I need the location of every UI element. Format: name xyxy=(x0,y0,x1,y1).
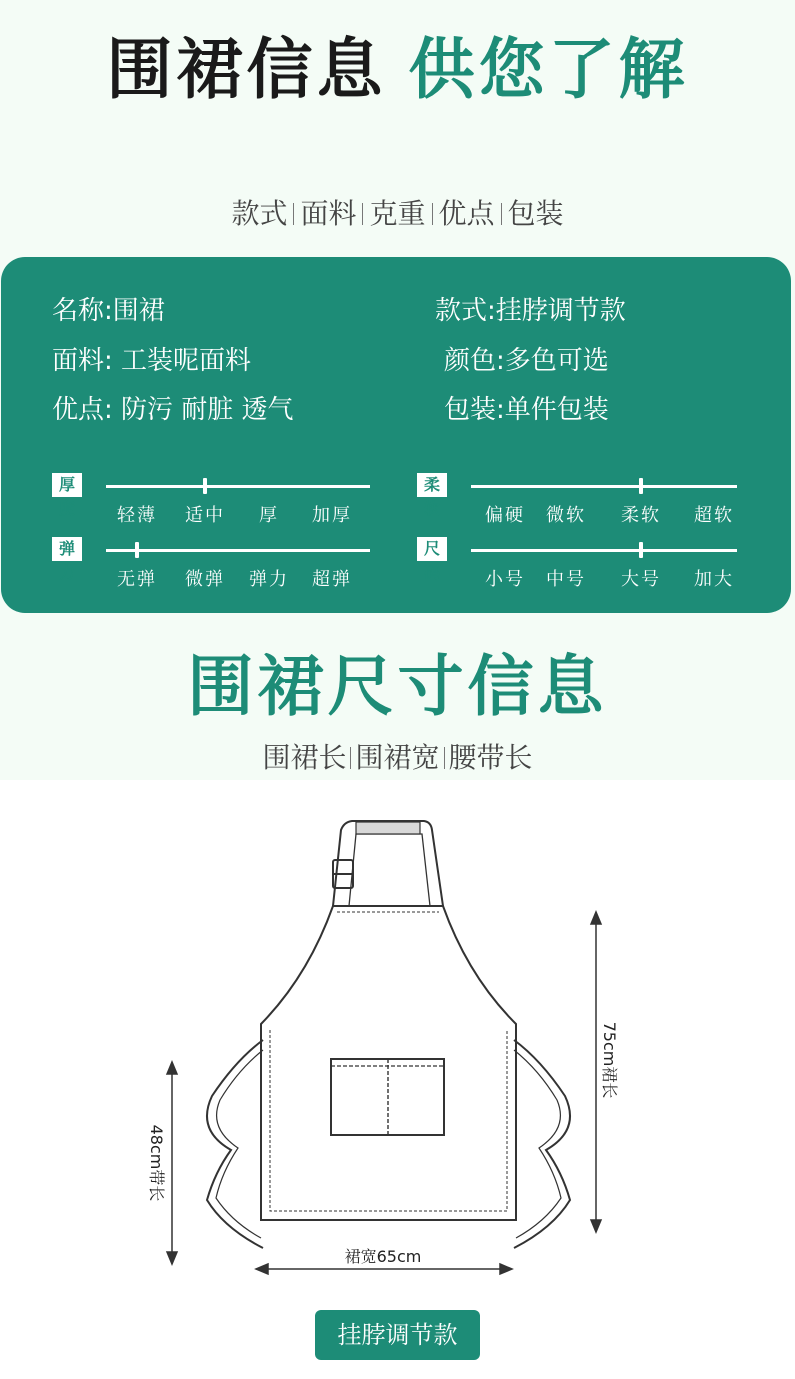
page-title-main: 围裙信息 xyxy=(106,31,387,108)
length-label: 75cm裙长 xyxy=(600,1021,619,1099)
info-advantage: 优点: 防污 耐脏 透气 xyxy=(52,395,294,425)
rating-marker xyxy=(135,542,139,558)
rating-track xyxy=(106,485,370,488)
info-package: 包装:单件包装 xyxy=(444,395,609,425)
rating-marker xyxy=(203,478,207,494)
info-panel xyxy=(1,257,791,613)
rating-option: 弹力 xyxy=(249,569,289,590)
rating-label: 厚度 xyxy=(52,473,82,497)
info-name: 名称:围裙 xyxy=(52,296,165,326)
style-button[interactable]: 挂脖调节款 xyxy=(315,1310,480,1360)
rating-option: 柔软 xyxy=(621,505,661,526)
info-categories xyxy=(0,194,795,234)
rating-option: 小号 xyxy=(485,569,525,590)
rating-track xyxy=(471,485,737,488)
rating-track xyxy=(106,549,370,552)
divider xyxy=(350,747,351,769)
rating-option: 偏硬 xyxy=(485,505,525,526)
rating-option: 大号 xyxy=(621,569,661,590)
category-length: 围裙长 xyxy=(262,741,347,774)
rating-label: 尺码 xyxy=(417,537,447,561)
rating-label: 柔软 xyxy=(417,473,447,497)
info-style: 款式:挂脖调节款 xyxy=(435,296,626,326)
belt-length-label: 48cm带长 xyxy=(147,1124,166,1202)
info-fabric: 面料: 工装呢面料 xyxy=(52,346,252,376)
category-style: 款式 xyxy=(231,197,288,230)
category-width: 围裙宽 xyxy=(355,741,440,774)
page-title xyxy=(0,28,795,112)
rating-label: 弹力 xyxy=(52,537,82,561)
category-weight: 克重 xyxy=(369,197,426,230)
category-package: 包装 xyxy=(507,197,564,230)
category-belt: 腰带长 xyxy=(448,741,533,774)
category-advantage: 优点 xyxy=(438,197,495,230)
rating-marker xyxy=(639,542,643,558)
rating-option: 加厚 xyxy=(312,505,352,526)
size-section-title: 围裙尺寸信息 xyxy=(187,648,608,725)
width-label: 裙宽65cm xyxy=(344,1247,422,1266)
divider xyxy=(501,203,502,225)
rating-option: 中号 xyxy=(546,569,586,590)
rating-track xyxy=(471,549,737,552)
apron-diagram xyxy=(0,790,795,1300)
rating-option: 轻薄 xyxy=(117,505,157,526)
divider xyxy=(293,203,294,225)
rating-option: 微软 xyxy=(546,505,586,526)
rating-option: 无弹 xyxy=(117,569,157,590)
divider xyxy=(362,203,363,225)
rating-option: 超软 xyxy=(694,505,734,526)
rating-option: 厚 xyxy=(259,505,279,526)
category-fabric: 面料 xyxy=(300,197,357,230)
page-title-accent: 供您了解 xyxy=(408,31,689,108)
size-categories xyxy=(0,738,795,778)
rating-option: 微弹 xyxy=(185,569,225,590)
apron-outline-icon xyxy=(207,821,570,1248)
rating-option: 加大 xyxy=(694,569,734,590)
rating-marker xyxy=(639,478,643,494)
divider xyxy=(444,747,445,769)
info-color: 颜色:多色可选 xyxy=(444,346,609,376)
rating-option: 适中 xyxy=(185,505,225,526)
divider xyxy=(432,203,433,225)
rating-option: 超弹 xyxy=(312,569,352,590)
